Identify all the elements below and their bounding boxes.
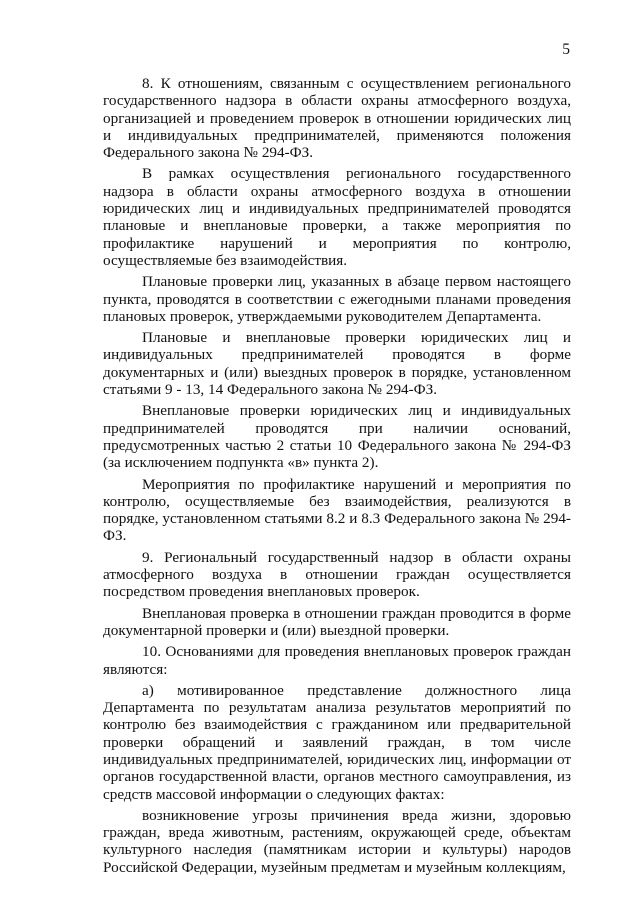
paragraph-10: 10. Основаниями для проведения внеплановых проверок граждан являются: — [103, 643, 571, 678]
document-body — [103, 75, 571, 880]
paragraph-8-unplanned-checks: Внеплановые проверки юридических лиц и индивидуальных предпринимателей проводятся при наличии оснований, предусмотренных частью 2 статьи 10 Федерального закона № 294-ФЗ (за исключением подпункта «в» пункта 2). — [103, 402, 571, 472]
page-number: 5 — [562, 41, 570, 58]
paragraph-9-check-form: Внеплановая проверка в отношении граждан проводится в форме документарной проверки и (или) выездной проверки. — [103, 604, 571, 639]
paragraph-8-planned-checks: Плановые проверки лиц, указанных в абзаце первом настоящего пункта, проводятся в соответствии с ежегодными планами проведения плановых проверок, утверждаемыми руководителем Департамента. — [103, 273, 571, 325]
paragraph-8-check-forms: Плановые и внеплановые проверки юридических лиц и индивидуальных предпринимателей проводятся в форме документарных и (или) выездных проверок в порядке, установленном статьями 9 - 13, 14 Федерального закона № 294-ФЗ. — [103, 329, 571, 399]
paragraph-8-scope: В рамках осуществления регионального государственного надзора в области охраны атмосферного воздуха в отношении юридических лиц и индивидуальных предпринимателей проводятся плановые и внеплановые проверки, а также мероприятия по профилактике нарушений и мероприятия по контролю, осуществляемые без взаимодействия. — [103, 165, 571, 269]
paragraph-8-prevention-measures: Мероприятия по профилактике нарушений и мероприятия по контролю, осуществляемые без взаимодействия, реализуются в порядке, установленном статьями 8.2 и 8.3 Федерального закона № 294-ФЗ. — [103, 475, 571, 545]
paragraph-8: 8. К отношениям, связанным с осуществлением регионального государственного надзора в области охраны атмосферного воздуха, организацией и проведением проверок в отношении юридических лиц и индивидуальных предпринимателей, применяются положения Федерального закона № 294-ФЗ. — [103, 75, 571, 162]
paragraph-10-threat: возникновение угрозы причинения вреда жизни, здоровью граждан, вреда животным, растениям, окружающей среде, объектам культурного наследия (памятникам истории и культуры) народов Российской Федерации, музейным предметам и музейным коллекциям, — [103, 806, 571, 876]
paragraph-10-item-a: а) мотивированное представление должностного лица Департамента по результатам анализа результатов мероприятий по контролю без взаимодействия с гражданином или предварительной проверки обращений и заявлений граждан, в том числе индивидуальных предпринимателей, юридических лиц, информации от органов государственной власти, органов местного самоуправления, из средств массовой информации о следующих фактах: — [103, 681, 571, 803]
paragraph-9: 9. Региональный государственный надзор в области охраны атмосферного воздуха в отношении граждан осуществляется посредством проведения внеплановых проверок. — [103, 548, 571, 601]
